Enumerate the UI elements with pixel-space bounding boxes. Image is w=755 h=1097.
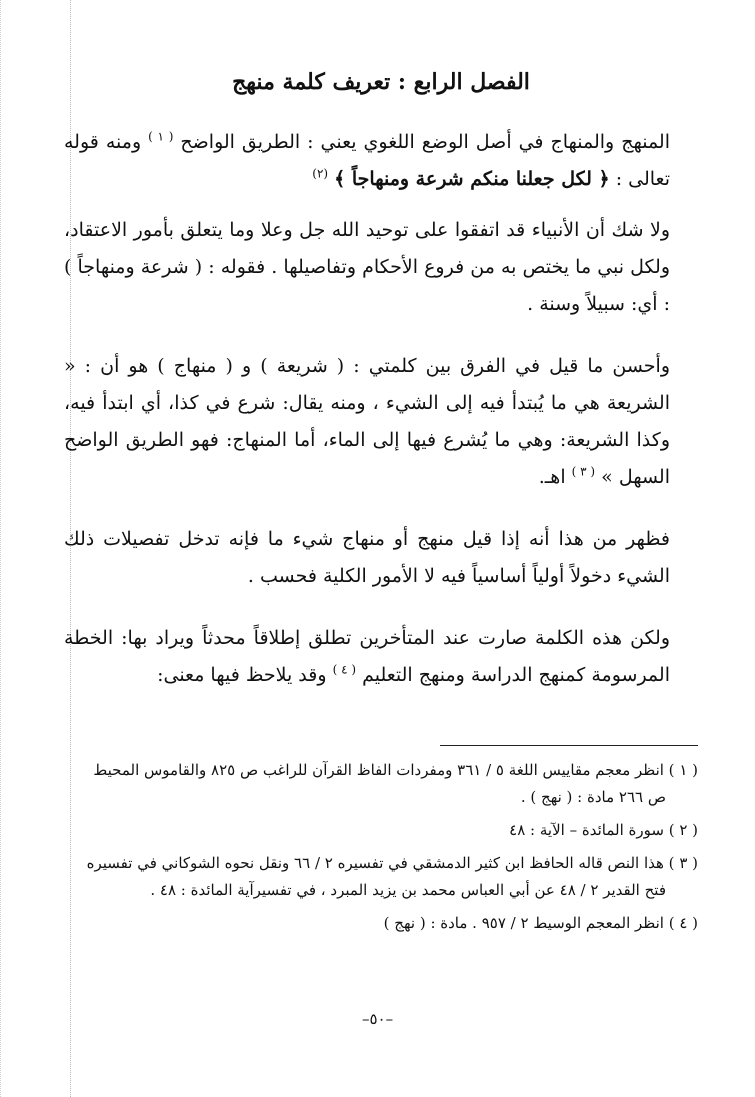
p3-text-before: وأحسن ما قيل في الفرق بين كلمتي : ( شريعة ) و ( منهاج ) هو أن : « الشريعة هي ما يُبتدأ فيه إلى الشيء ، ومنه يقال: شرع في كذا، أي ابتدأ فيه، وكذا الشريعة: وهي ما يُشرع فيها إلى الماء، أما المنهاج: فهو الطريق الواضح السهل » — [64, 355, 670, 488]
paragraph-4: فظهر من هذا أنه إذا قيل منهج أو منهاج شيء ما فإنه تدخل تفصيلات ذلك الشيء دخولاً أولياً أساسياً فيه لا الأمور الكلية فحسب . — [64, 528, 670, 587]
footnote-ref-3: ( ٣ ) — [571, 464, 596, 479]
p1-text-middle: ومنه قوله تعالى : — [64, 131, 670, 190]
page-number: –٥٠– — [361, 1010, 394, 1028]
footnote-ref-1: ( ١ ) — [148, 129, 174, 144]
footnote-2 — [64, 817, 698, 844]
footnote-1-line-1: ( ١ ) انظر معجم مقاييس اللغة ٥ / ٣٦١ ومفردات الفاظ القرآن للراغب ص ٨٢٥ والقاموس المحيط — [93, 761, 698, 779]
footnote-ref-2: (٢) — [312, 166, 329, 181]
chapter-title: الفصل الرابع : تعريف كلمة منهج — [232, 69, 530, 95]
paragraph-3 — [64, 348, 698, 496]
paragraph-5 — [64, 620, 698, 694]
footnote-3 — [64, 850, 698, 904]
p5-text-before: ولكن هذه الكلمة صارت عند المتأخرين تطلق إطلاقاً محدثاً ويراد بها: الخطة المرسومة كمنهج الدراسة ومنهج التعليم — [64, 627, 670, 686]
footnote-2-line-1: ( ٢ ) سورة المائدة – الآية : ٤٨ — [509, 821, 698, 839]
paragraph-1 — [64, 124, 698, 198]
footnote-1 — [64, 757, 698, 811]
quran-verse: ﴿ لكل جعلنا منكم شرعة ومنهاجاً ﴾ — [334, 168, 610, 190]
p1-text-before: المنهج والمنهاج في أصل الوضع اللغوي يعني : الطريق الواضح — [180, 131, 671, 153]
footnote-4 — [64, 910, 698, 937]
paragraph-2: ولا شك أن الأنبياء قد اتفقوا على توحيد الله جل وعلا وما يتعلق بأمور الاعتقاد، ولكل نبي ما يختص به من فروع الأحكام وتفاصيلها . فقوله : ( شرعة ومنهاجاً ) : أي: سبيلاً وسنة . — [64, 219, 670, 315]
footnote-separator — [440, 745, 698, 746]
edge-dotted-line — [0, 0, 1, 1097]
main-text — [64, 62, 698, 719]
footnote-3-line-2: فتح القدير ٢ / ٤٨ عن أبي العباس محمد بن يزيد المبرد ، في تفسيرآية المائدة : ٤٨ . — [150, 881, 666, 899]
p5-text-after: وقد يلاحظ فيها معنى: — [157, 664, 327, 686]
footnote-ref-4: ( ٤ ) — [332, 662, 357, 677]
p3-text-after: اهـ. — [538, 466, 566, 488]
footnote-1-line-2: ص ٢٦٦ مادة : ( نهج ) . — [520, 788, 666, 806]
footnotes — [64, 757, 698, 943]
footnote-4-line-1: ( ٤ ) انظر المعجم الوسيط ٢ / ٩٥٧ . مادة : ( نهج ) — [383, 914, 698, 932]
footnote-3-line-1: ( ٣ ) هذا النص قاله الحافظ ابن كثير الدمشقي في تفسيره ٢ / ٦٦ ونقل نحوه الشوكاني في تفسيره — [86, 854, 698, 872]
